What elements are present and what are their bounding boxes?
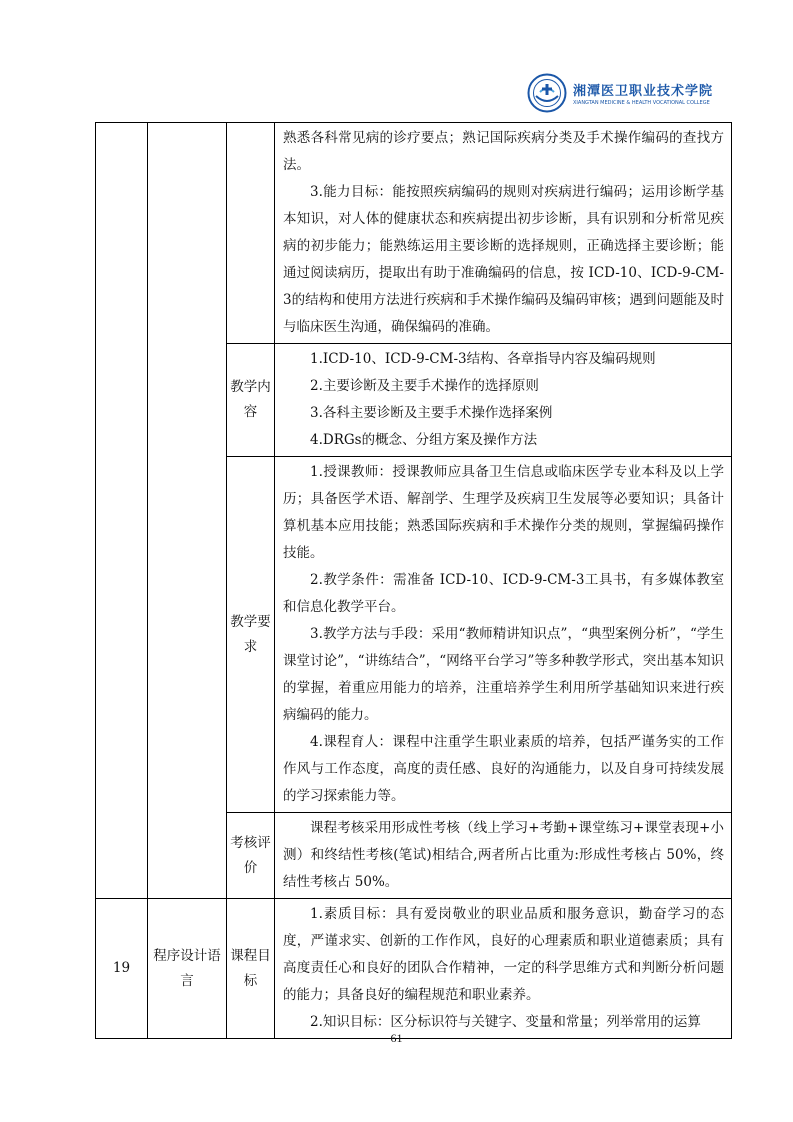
requirement-paragraph: 4.课程育人：课程中注重学生职业素质的培养，包括严谨务实的工作作风与工作态度，高度的责任感、良好的沟通能力，以及自身可持续发展的学习探索能力等。 [283,734,724,804]
quality-objective-text: 1.素质目标：具有爱岗敬业的职业品质和服务意识，勤奋学习的态度，严谨求实、创新的工作作风，良好的心理素质和职业道德素质；具有高度责任心和良好的团队合作精神，一定的科学思维方式和判断分析问题的能力；具备良好的编程规范和职业素养。 [283,906,724,1003]
list-item: 2.主要诊断及主要手术操作的选择原则 [310,378,539,394]
teaching-content-label: 教学内容 [227,344,275,457]
knowledge-objective-text: 2.知识目标：区分标识符与关键字、变量和常量；列举常用的运算 [310,1014,701,1030]
list-item: 4.DRGs的概念、分组方案及操作方法 [310,432,538,448]
prev-row-name-cell [148,123,227,899]
prev-objectives-label-cell [227,123,275,344]
table-row [96,123,732,344]
assessment-text: 课程考核采用形成性考核（线上学习+考勤+课堂练习+课堂表现+小测）和终结性考核(笔试)相结合,两者所占比重为:形成性考核占 50%，终结性考核占 50%。 [283,820,724,890]
teaching-requirements-cell [275,457,732,813]
list-item: 1.ICD-10、ICD-9-CM-3结构、各章指导内容及编码规则 [310,351,656,367]
list-item: 3.各科主要诊断及主要手术操作选择案例 [310,405,553,421]
teaching-requirements-label: 教学要求 [227,457,275,813]
college-logo [527,73,727,113]
ability-objective-text: 3.能力目标：能按照疾病编码的规则对疾病进行编码；运用诊断学基本知识，对人体的健康状态和疾病提出初步诊断，具有识别和分析常见疾病的初步能力；能熟练运用主要诊断的选择规则，正确选择主要诊断；能通过阅读病历，提取出有助于准确编码的信息，按 ICD-10、ICD-9-CM-3的结构和使用方法进行疾病和手术操作编码及编码审核；遇到问题能及时与临床医生沟通，确保编码的准确。 [283,184,724,335]
course-objectives-label: 课程目标 [227,899,275,1039]
logo-name-cn: 湘潭医卫职业技术学院 [573,84,714,99]
prev-row-number-cell [96,123,148,899]
assessment-label: 考核评价 [227,813,275,899]
curriculum-table [95,122,732,1039]
course-name: 程序设计语言 [148,899,227,1039]
page-number: 61 [390,1031,403,1045]
prev-objectives-cell [275,123,732,344]
table-row [96,899,732,1039]
requirement-paragraph: 1.授课教师：授课教师应具备卫生信息或临床医学专业本科及以上学历；具备医学术语、解剖学、生理学及疾病卫生发展等必要知识；具备计算机基本应用技能；熟悉国际疾病和手术操作分类的规则，掌握编码操作技能。 [283,464,724,561]
course-number: 19 [96,899,148,1039]
requirement-paragraph: 3.教学方法与手段：采用“教师精讲知识点”，“典型案例分析”，“学生课堂讨论”，“讲练结合”，“网络平台学习”等多种教学形式，突出基本知识的掌握，着重应用能力的培养，注重培养学生利用所学基础知识来进行疾病编码的能力。 [283,626,724,723]
objectives-continuation-text: 熟悉各科常见病的诊疗要点；熟记国际疾病分类及手术操作编码的查找方法。 [283,130,724,173]
course-objectives-cell [275,899,732,1039]
college-emblem-icon [527,73,567,113]
requirement-paragraph: 2.教学条件：需准备 ICD-10、ICD-9-CM-3工具书，有多媒体教室和信息化教学平台。 [283,572,724,615]
teaching-content-cell [275,344,732,457]
logo-name-en: XIANGTAN MEDICINE & HEALTH VOCATIONAL COLLEGE [573,100,710,106]
assessment-cell [275,813,732,899]
